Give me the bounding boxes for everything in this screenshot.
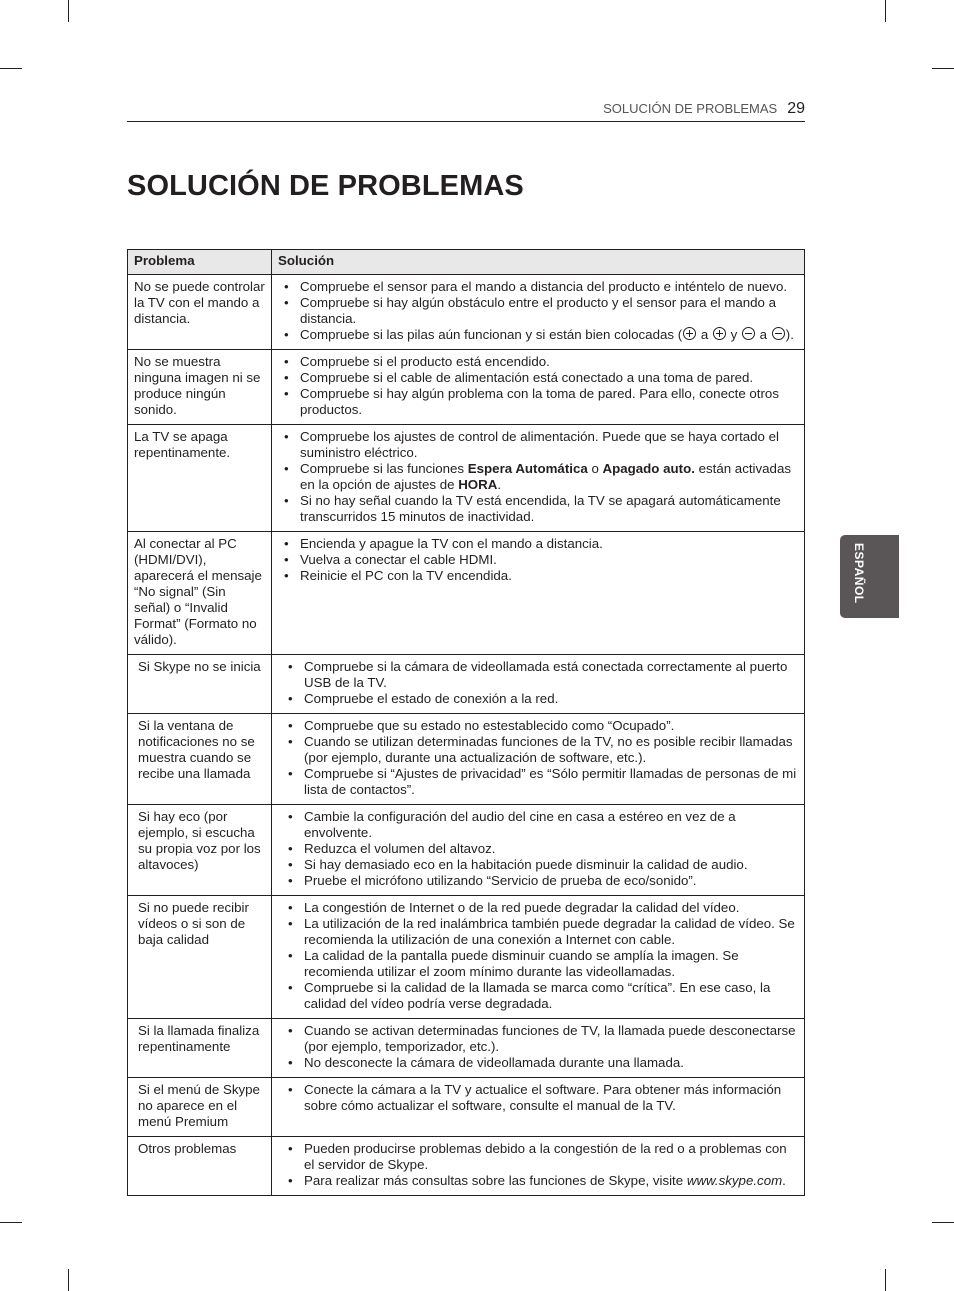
solution-item: • Reinicie el PC con la TV encendida. — [284, 568, 798, 584]
problem-cell: Si Skype no se inicia — [128, 655, 272, 714]
solution-text: o — [587, 461, 603, 476]
table-header-row — [128, 250, 805, 275]
table-row — [128, 1019, 805, 1078]
column-header-problem: Problema — [128, 250, 272, 275]
solution-item: • Compruebe si hay algún obstáculo entre el producto y el sensor para el mando a distancia. — [284, 295, 798, 327]
crop-mark — [885, 1269, 886, 1291]
language-side-tab-label: ESPAÑOL — [852, 543, 866, 604]
solution-keyword: Espera Automática — [467, 461, 588, 476]
solution-text: ). — [785, 327, 794, 342]
table-row — [128, 655, 805, 714]
crop-mark — [885, 0, 886, 22]
solution-keyword: Apagado auto. — [602, 461, 695, 476]
running-header — [127, 100, 805, 118]
crop-mark — [0, 68, 22, 69]
solution-item: • Compruebe si hay algún problema con la toma de pared. Para ello, conecte otros productos. — [284, 386, 798, 418]
solution-text: Compruebe si las pilas aún funcionan y si están bien colocadas ( — [300, 327, 683, 342]
page-number: 29 — [787, 100, 805, 117]
crop-mark — [0, 1222, 22, 1223]
problem-cell: Si no puede recibir vídeos o si son de baja calidad — [128, 896, 272, 1019]
solution-item: • Reduzca el volumen del altavoz. — [288, 841, 798, 857]
table-row — [128, 714, 805, 805]
solution-text: a — [697, 327, 712, 342]
solution-item: • Vuelva a conectar el cable HDMI. — [284, 552, 798, 568]
solution-cell — [272, 655, 805, 714]
battery-minus-icon — [742, 327, 755, 340]
crop-mark — [932, 1222, 954, 1223]
solution-cell — [272, 350, 805, 425]
solution-item: • Cuando se utilizan determinadas funciones de la TV, no es posible recibir llamadas (por ejemplo, durante una actualización de software, etc.). — [288, 734, 798, 766]
solution-cell — [272, 714, 805, 805]
table-row — [128, 350, 805, 425]
column-header-solution: Solución — [272, 250, 805, 275]
solution-list — [278, 659, 798, 707]
solution-text: están activadas en la opción de ajustes de — [300, 461, 791, 492]
solution-cell — [272, 1019, 805, 1078]
problem-cell: La TV se apaga repentinamente. — [128, 425, 272, 532]
table-row — [128, 1078, 805, 1137]
solution-text: Para realizar más consultas sobre las funciones de Skype, visite — [304, 1173, 687, 1188]
solution-list — [278, 354, 798, 418]
running-header-section: SOLUCIÓN DE PROBLEMAS — [603, 101, 778, 116]
problem-cell: Otros problemas — [128, 1137, 272, 1196]
battery-plus-icon — [713, 327, 726, 340]
solution-item: • Compruebe el estado de conexión a la red. — [288, 691, 798, 707]
solution-item: • Compruebe que su estado no estestablecido como “Ocupado”. — [288, 718, 798, 734]
solution-item — [284, 327, 798, 343]
problem-cell: Si la llamada finaliza repentinamente — [128, 1019, 272, 1078]
solution-list — [278, 718, 798, 798]
table-row — [128, 425, 805, 532]
table-row — [128, 532, 805, 655]
solution-item — [288, 1173, 798, 1189]
solution-list — [278, 1082, 798, 1114]
solution-text: a — [755, 327, 771, 342]
solution-cell — [272, 532, 805, 655]
solution-item: • Si no hay señal cuando la TV está encendida, la TV se apagará automáticamente transcurridos 15 minutos de inactividad. — [284, 493, 798, 525]
solution-cell — [272, 1078, 805, 1137]
solution-item: • Compruebe los ajustes de control de alimentación. Puede que se haya cortado el suministro eléctrico. — [284, 429, 798, 461]
troubleshooting-table — [127, 249, 805, 1196]
problem-cell: Si el menú de Skype no aparece en el menú Premium — [128, 1078, 272, 1137]
solution-list — [278, 900, 798, 1012]
solution-item: • Compruebe si la cámara de videollamada está conectada correctamente al puerto USB de la TV. — [288, 659, 798, 691]
solution-cell — [272, 896, 805, 1019]
problem-cell: Al conectar al PC (HDMI/DVI), aparecerá el mensaje “No signal” (Sin señal) o “Invalid Format” (Formato no válido). — [128, 532, 272, 655]
crop-mark — [68, 0, 69, 22]
solution-item: • Compruebe si el cable de alimentación está conectado a una toma de pared. — [284, 370, 798, 386]
table-row — [128, 805, 805, 896]
solution-item: • Pueden producirse problemas debido a la congestión de la red o a problemas con el servidor de Skype. — [288, 1141, 798, 1173]
solution-text: . — [782, 1173, 786, 1188]
header-rule — [127, 121, 805, 122]
solution-item: • Cuando se activan determinadas funciones de TV, la llamada puede desconectarse (por ejemplo, temporizador, etc.). — [288, 1023, 798, 1055]
table-row — [128, 275, 805, 350]
page-title: SOLUCIÓN DE PROBLEMAS — [127, 170, 524, 202]
problem-cell: No se muestra ninguna imagen ni se produce ningún sonido. — [128, 350, 272, 425]
problem-cell: Si hay eco (por ejemplo, si escucha su propia voz por los altavoces) — [128, 805, 272, 896]
solution-keyword: HORA — [458, 477, 498, 492]
solution-text: y — [726, 327, 741, 342]
solution-item: • La calidad de la pantalla puede disminuir cuando se amplía la imagen. Se recomienda utilizar el zoom mínimo durante las videollamadas. — [288, 948, 798, 980]
solution-item: • Encienda y apague la TV con el mando a distancia. — [284, 536, 798, 552]
solution-list — [278, 809, 798, 889]
crop-mark — [932, 68, 954, 69]
solution-cell — [272, 275, 805, 350]
problem-cell: Si la ventana de notificaciones no se muestra cuando se recibe una llamada — [128, 714, 272, 805]
solution-item: • Compruebe el sensor para el mando a distancia del producto e inténtelo de nuevo. — [284, 279, 798, 295]
solution-text: Compruebe si las funciones — [300, 461, 468, 476]
battery-plus-icon — [683, 327, 696, 340]
table-row — [128, 896, 805, 1019]
solution-item: • Compruebe si el producto está encendido. — [284, 354, 798, 370]
battery-minus-icon — [772, 327, 785, 340]
solution-item: • Compruebe si la calidad de la llamada se marca como “crítica”. En ese caso, la calidad del vídeo podría verse degradada. — [288, 980, 798, 1012]
solution-item: • Si hay demasiado eco en la habitación puede disminuir la calidad de audio. — [288, 857, 798, 873]
solution-item: • La utilización de la red inalámbrica también puede degradar la calidad de vídeo. Se recomienda la utilización de una conexión a Internet con cable. — [288, 916, 798, 948]
solution-list — [278, 279, 798, 343]
crop-mark — [68, 1269, 69, 1291]
solution-text: . — [497, 477, 502, 492]
solution-list — [278, 1023, 798, 1071]
solution-cell — [272, 1137, 805, 1196]
solution-item: • Cambie la configuración del audio del cine en casa a estéreo en vez de a envolvente. — [288, 809, 798, 841]
solution-item: • Conecte la cámara a la TV y actualice el software. Para obtener más información sobre cómo actualizar el software, consulte el manual de la TV. — [288, 1082, 798, 1114]
problem-cell: No se puede controlar la TV con el mando a distancia. — [128, 275, 272, 350]
solution-list — [278, 429, 798, 525]
solution-list — [278, 536, 798, 584]
solution-cell — [272, 425, 805, 532]
solution-list — [278, 1141, 798, 1189]
table-row — [128, 1137, 805, 1196]
solution-item: • Compruebe si “Ajustes de privacidad” es “Sólo permitir llamadas de personas de mi lista de contactos”. — [288, 766, 798, 798]
solution-item — [284, 461, 798, 493]
solution-item: • Pruebe el micrófono utilizando “Servicio de prueba de eco/sonido”. — [288, 873, 798, 889]
solution-cell — [272, 805, 805, 896]
solution-item: • No desconecte la cámara de videollamada durante una llamada. — [288, 1055, 798, 1071]
language-side-tab — [840, 535, 899, 618]
solution-item: • La congestión de Internet o de la red puede degradar la calidad del vídeo. — [288, 900, 798, 916]
skype-url: www.skype.com — [686, 1173, 783, 1188]
